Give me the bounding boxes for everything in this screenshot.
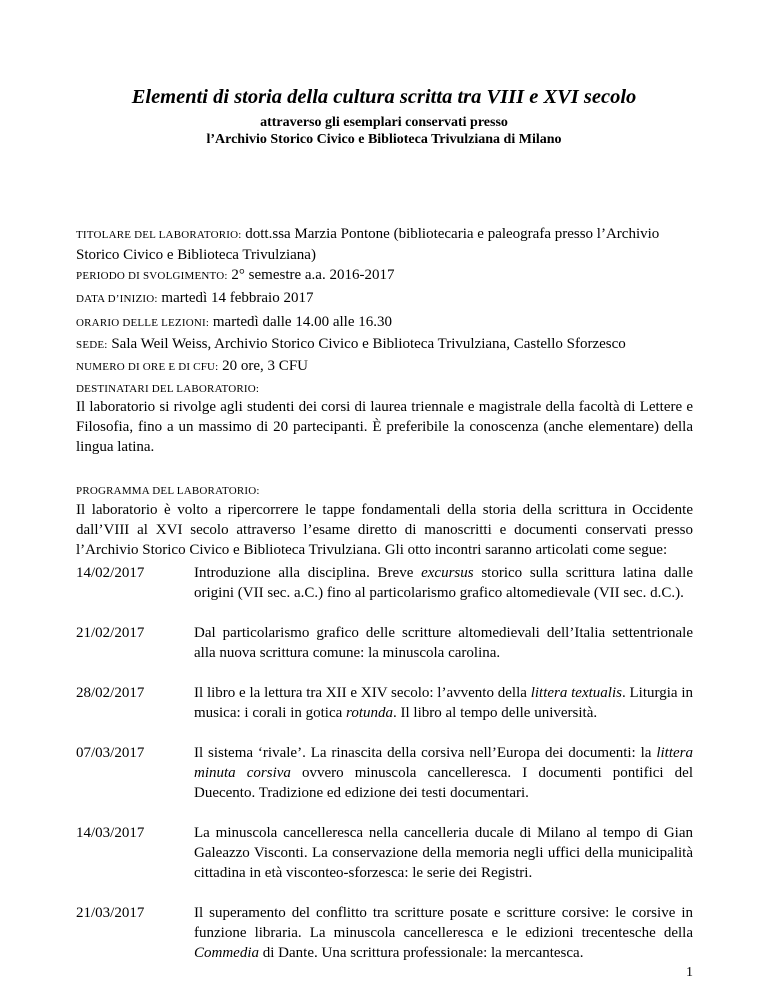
description-text: La minuscola cancelleresca nella cancelleria ducale di Milano al tempo di Gian Galeazzo Visconti. La conservazione della memoria negli uffici della municipalità cittadina in età visconteo-sforzesca: le serie dei Registri. [194,825,693,882]
programma-text: Il laboratorio è volto a ripercorrere le tappe fondamentali della storia della scrittura in Occidente dall’VIII al XVI secolo attraverso l’esame diretto di manoscritti e documenti conservati presso l’Archivio Storico Civico e Biblioteca Trivulziana. Gli otto incontri saranno articolati come segue: [76,502,693,559]
numero-ore-field [76,356,693,377]
description-text: Introduzione alla disciplina. Breve [194,565,422,581]
session-date: 14/03/2017 [76,825,145,841]
description-text: Il sistema ‘rivale’. La rinascita della corsiva nell’Europa dei documenti: la [194,745,657,761]
numero-ore-label: NUMERO DI ORE E DI CFU: [76,361,219,373]
periodo-label: PERIODO DI SVOLGIMENTO: [76,270,228,282]
session-date: 21/02/2017 [76,625,145,641]
session-description [194,683,693,723]
data-inizio-value: martedì 14 febbraio 2017 [161,290,314,306]
italic-term: littera minuta corsiva [194,745,693,782]
titolare-label: TITOLARE DEL LABORATORIO: [76,229,242,241]
subtitle-line-1: attraverso gli esemplari conservati presso [260,115,508,130]
destinatari-text: Il laboratorio si rivolge agli studenti dei corsi di laurea triennale e magistrale della facoltà di Lettere e Filosofia, fino a un massimo di 20 partecipanti. È preferibile la conoscenza (anche elementare) della lingua latina. [76,399,693,456]
data-inizio-field [76,288,693,309]
italic-term: Commedia [194,945,259,962]
document-title: Elementi di storia della cultura scritta tra VIII e XVI secolo [131,86,637,108]
destinatari-label: DESTINATARI DEL LABORATORIO: [76,383,260,395]
description-text: . Liturgia in musica: i corali in gotica [194,685,694,722]
description-text: di Dante. Una scrittura professionale: la mercantesca. [259,945,584,962]
session-description [194,563,693,603]
sede-field [76,334,693,355]
titolare-field [76,224,693,265]
italic-term: excursus [421,565,474,581]
page-number: 1 [686,965,693,980]
numero-ore-value: 20 ore, 3 CFU [222,358,308,374]
programma-label-line [76,480,693,501]
description-text: storico sulla scrittura latina dalle origini (VII sec. a.C.) fino al particolarismo grafico altomedievale (VII sec. d.C.). [194,565,693,602]
session-date: 14/02/2017 [76,565,145,581]
sede-value: Sala Weil Weiss, Archivio Storico Civico e Biblioteca Trivulziana, Castello Sforzesco [111,336,626,352]
session-description [194,903,693,964]
destinatari-label-line [76,378,693,399]
description-text: Il libro e la lettura tra XII e XIV secolo: l’avvento della [194,685,531,701]
session-date: 28/02/2017 [76,685,145,701]
session-description [194,623,693,663]
programma-label: PROGRAMMA DEL LABORATORIO: [76,485,260,497]
italic-term: littera textualis [530,685,622,701]
subtitle-line-2: l’Archivio Storico Civico e Biblioteca Trivulziana di Milano [206,132,562,147]
periodo-field [76,265,693,286]
titolare-value: dott.ssa Marzia Pontone (bibliotecaria e paleografa presso l’Archivio [245,226,660,242]
description-text: Il superamento del conflitto tra scritture posate e scritture corsive: le corsive in funzione libraria. La minuscola cancelleresca e le edizioni trecentesche della [194,905,693,942]
italic-term: rotunda [346,705,393,722]
session-description [194,823,693,884]
sede-label: SEDE: [76,339,108,351]
description-text: ovvero minuscola cancelleresca. I documenti pontifici del Duecento. Tradizione ed edizione dei testi documentari. [194,765,693,802]
orario-value: martedì dalle 14.00 alle 16.30 [212,314,392,330]
description-text: Dal particolarismo grafico delle scritture altomedievali dell’Italia settentrionale alla nuova scrittura comune: la minuscola carolina. [194,625,693,662]
periodo-value: 2° semestre a.a. 2016-2017 [231,267,395,283]
session-date: 21/03/2017 [76,905,145,921]
orario-label: ORARIO DELLE LEZIONI: [76,317,210,329]
orario-field [76,312,693,333]
document-subtitle [0,114,768,148]
session-date: 07/03/2017 [76,745,145,761]
titolare-value-cont: Storico Civico e Biblioteca Trivulziana) [76,247,316,263]
session-description [194,743,693,804]
data-inizio-label: DATA D’INIZIO: [76,293,158,305]
description-text: . Il libro al tempo delle università. [393,705,598,722]
